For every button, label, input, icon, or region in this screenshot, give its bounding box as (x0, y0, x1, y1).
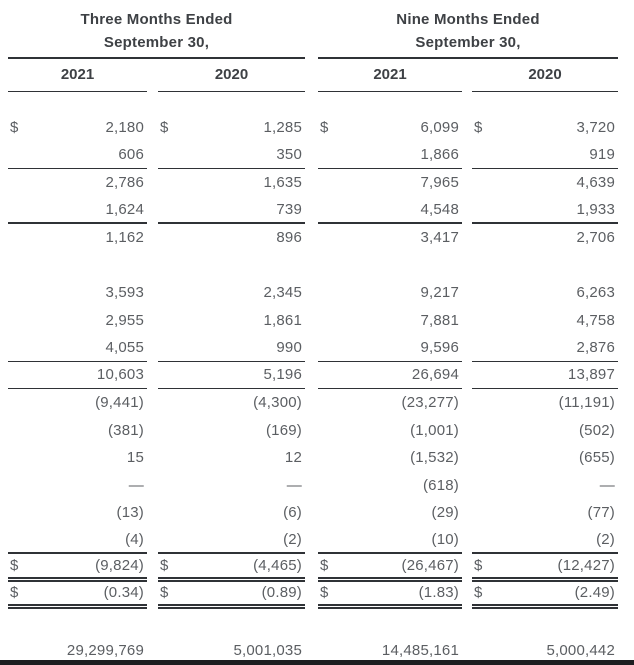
cell-value: 1,861 (263, 311, 302, 329)
cell-value: 1,866 (420, 146, 459, 164)
spacer-row (0, 252, 634, 280)
table-cell (158, 472, 305, 500)
cell-value: (2) (283, 530, 302, 548)
cell-value: 919 (589, 146, 615, 164)
table-row (0, 389, 634, 417)
table-cell (8, 582, 147, 610)
cell-value: 7,965 (420, 174, 459, 192)
table-cell (8, 472, 147, 500)
table-cell (318, 389, 462, 417)
table-cell (8, 224, 147, 252)
table-cell (472, 142, 618, 170)
cell-value: 2,786 (105, 174, 144, 192)
cell-value: (2.49) (574, 584, 615, 602)
table-row (0, 114, 634, 142)
table-row (0, 362, 634, 390)
cell-value: (9,441) (95, 394, 144, 412)
table-cell (318, 499, 462, 527)
dollar-sign: $ (320, 584, 329, 602)
table-cell (8, 197, 147, 225)
table-cell (8, 554, 147, 582)
table-row (0, 334, 634, 362)
cell-value: 29,299,769 (66, 641, 144, 659)
year-header-row (0, 59, 634, 92)
table-cell (158, 169, 305, 197)
table-cell (472, 499, 618, 527)
table-cell (8, 114, 147, 142)
table-cell (472, 307, 618, 335)
table-cell (318, 169, 462, 197)
table-cell (8, 499, 147, 527)
table-cell (318, 224, 462, 252)
cell-value: — (286, 476, 302, 494)
table-cell (472, 582, 618, 610)
cell-value: (23,277) (401, 394, 459, 412)
cell-value: (11,191) (558, 394, 615, 412)
table-cell (158, 197, 305, 225)
table-row (0, 527, 634, 555)
spacer-row (0, 609, 634, 637)
table-cell (318, 472, 462, 500)
cell-value: 990 (276, 338, 302, 356)
dollar-sign: $ (474, 584, 483, 602)
year-header-nine-months-2021: 2021 (318, 59, 462, 92)
table-row (0, 472, 634, 500)
cell-value: 6,263 (576, 284, 615, 302)
cell-value: 26,694 (411, 366, 459, 384)
table-cell (8, 169, 147, 197)
table-cell (318, 334, 462, 362)
cell-value: 5,001,035 (233, 641, 302, 659)
group-title: Nine Months Ended (396, 11, 540, 28)
group-subtitle: September 30, (415, 34, 521, 51)
cell-value: (9,824) (95, 556, 144, 574)
cell-value: 4,548 (420, 200, 459, 218)
table-cell (318, 142, 462, 170)
cell-value: (618) (422, 476, 459, 494)
cell-value: 2,706 (576, 229, 615, 247)
table-cell (472, 334, 618, 362)
table-cell (472, 114, 618, 142)
cell-value: 9,217 (420, 284, 459, 302)
cell-value: (169) (265, 421, 302, 439)
cell-value: 6,099 (420, 119, 459, 137)
cell-value: (4,300) (253, 394, 302, 412)
table-cell (318, 527, 462, 555)
dollar-sign: $ (160, 119, 169, 137)
dollar-sign: $ (160, 584, 169, 602)
cell-value: 12 (284, 449, 302, 467)
cell-value: (1,001) (410, 421, 459, 439)
cell-value: 5,000,442 (546, 641, 615, 659)
cell-value: (2) (596, 530, 615, 548)
dollar-sign: $ (160, 556, 169, 574)
table-cell (158, 362, 305, 390)
cell-value: — (599, 476, 615, 494)
dollar-sign: $ (320, 119, 329, 137)
table-row (0, 417, 634, 445)
table-cell (472, 224, 618, 252)
dollar-sign: $ (320, 556, 329, 574)
cell-value: 1,635 (263, 174, 302, 192)
table-row (0, 142, 634, 170)
table-body (0, 92, 634, 664)
table-cell (8, 444, 147, 472)
table-row (0, 169, 634, 197)
table-cell (472, 362, 618, 390)
cell-value: (4) (125, 530, 144, 548)
table-cell (8, 417, 147, 445)
cell-value: (381) (107, 421, 144, 439)
table-cell (158, 582, 305, 610)
cell-value: 4,758 (576, 311, 615, 329)
dollar-sign: $ (474, 556, 483, 574)
table-cell (8, 307, 147, 335)
table-cell (158, 224, 305, 252)
table-cell (472, 472, 618, 500)
cell-value: 7,881 (420, 311, 459, 329)
cell-value: — (128, 476, 144, 494)
table-cell (158, 279, 305, 307)
table-cell (472, 527, 618, 555)
table-row (0, 554, 634, 582)
table-row (0, 279, 634, 307)
table-row (0, 197, 634, 225)
table-cell (318, 582, 462, 610)
cell-value: (0.89) (261, 584, 302, 602)
year-header-nine-months-2020: 2020 (472, 59, 618, 92)
table-cell (318, 279, 462, 307)
table-cell (318, 417, 462, 445)
table-cell (472, 169, 618, 197)
table-cell (318, 554, 462, 582)
table-row (0, 444, 634, 472)
table-cell (8, 279, 147, 307)
cell-value: 1,285 (263, 119, 302, 137)
cell-value: 1,624 (105, 200, 144, 218)
cell-value: (26,467) (401, 556, 459, 574)
cell-value: (12,427) (557, 556, 615, 574)
table-cell (472, 279, 618, 307)
cell-value: (0.34) (103, 584, 144, 602)
table-cell (318, 307, 462, 335)
cell-value: 4,055 (105, 338, 144, 356)
group-title: Three Months Ended (80, 11, 233, 28)
table-cell (8, 334, 147, 362)
table-cell (158, 444, 305, 472)
cell-value: (13) (116, 504, 144, 522)
cell-value: 5,196 (263, 366, 302, 384)
table-cell (8, 389, 147, 417)
cell-value: (6) (283, 504, 302, 522)
table-cell (472, 444, 618, 472)
dollar-sign: $ (10, 556, 19, 574)
cell-value: 2,180 (105, 119, 144, 137)
cell-value: 350 (276, 146, 302, 164)
table-cell (472, 417, 618, 445)
table-cell (158, 554, 305, 582)
table-cell (158, 307, 305, 335)
cell-value: 4,639 (576, 174, 615, 192)
column-group-three-months (8, 8, 305, 59)
cell-value: 1,162 (105, 229, 144, 247)
cell-value: 896 (276, 229, 302, 247)
cell-value: (4,465) (253, 556, 302, 574)
year-header-three-months-2020: 2020 (158, 59, 305, 92)
cell-value: 13,897 (567, 366, 615, 384)
page-bottom-border (0, 660, 634, 665)
cell-value: (10) (431, 530, 459, 548)
cell-value: (29) (431, 504, 459, 522)
cell-value: (77) (587, 504, 615, 522)
table-row (0, 224, 634, 252)
cell-value: 9,596 (420, 338, 459, 356)
group-subtitle: September 30, (103, 34, 210, 51)
table-cell (158, 527, 305, 555)
cell-value: 739 (276, 200, 302, 218)
table-cell (8, 527, 147, 555)
cell-value: 2,345 (263, 284, 302, 302)
cell-value: (502) (578, 421, 615, 439)
dollar-sign: $ (10, 119, 19, 137)
cell-value: 2,955 (105, 311, 144, 329)
cell-value: 14,485,161 (381, 641, 459, 659)
cell-value: 2,876 (576, 338, 615, 356)
table-cell (472, 197, 618, 225)
table-cell (318, 114, 462, 142)
table-row (0, 499, 634, 527)
cell-value: 3,593 (105, 284, 144, 302)
table-cell (158, 114, 305, 142)
table-cell (472, 554, 618, 582)
dollar-sign: $ (10, 584, 19, 602)
cell-value: 606 (118, 146, 144, 164)
table-cell (472, 389, 618, 417)
cell-value: 1,933 (576, 200, 615, 218)
cell-value: 15 (126, 449, 144, 467)
cell-value: 3,720 (576, 119, 615, 137)
column-group-nine-months (318, 8, 618, 59)
table-row (0, 307, 634, 335)
cell-value: 3,417 (420, 229, 459, 247)
dollar-sign: $ (474, 119, 483, 137)
cell-value: 10,603 (96, 366, 144, 384)
year-header-three-months-2021: 2021 (8, 59, 147, 92)
table-cell (158, 417, 305, 445)
table-cell (158, 334, 305, 362)
table-header (0, 0, 634, 59)
table-cell (318, 362, 462, 390)
cell-value: (655) (578, 449, 615, 467)
table-cell (318, 197, 462, 225)
table-cell (318, 444, 462, 472)
cell-value: (1.83) (418, 584, 459, 602)
table-cell (8, 362, 147, 390)
table-row (0, 582, 634, 610)
cell-value: (1,532) (410, 449, 459, 467)
table-cell (158, 499, 305, 527)
table-cell (8, 142, 147, 170)
table-cell (158, 389, 305, 417)
table-cell (158, 142, 305, 170)
